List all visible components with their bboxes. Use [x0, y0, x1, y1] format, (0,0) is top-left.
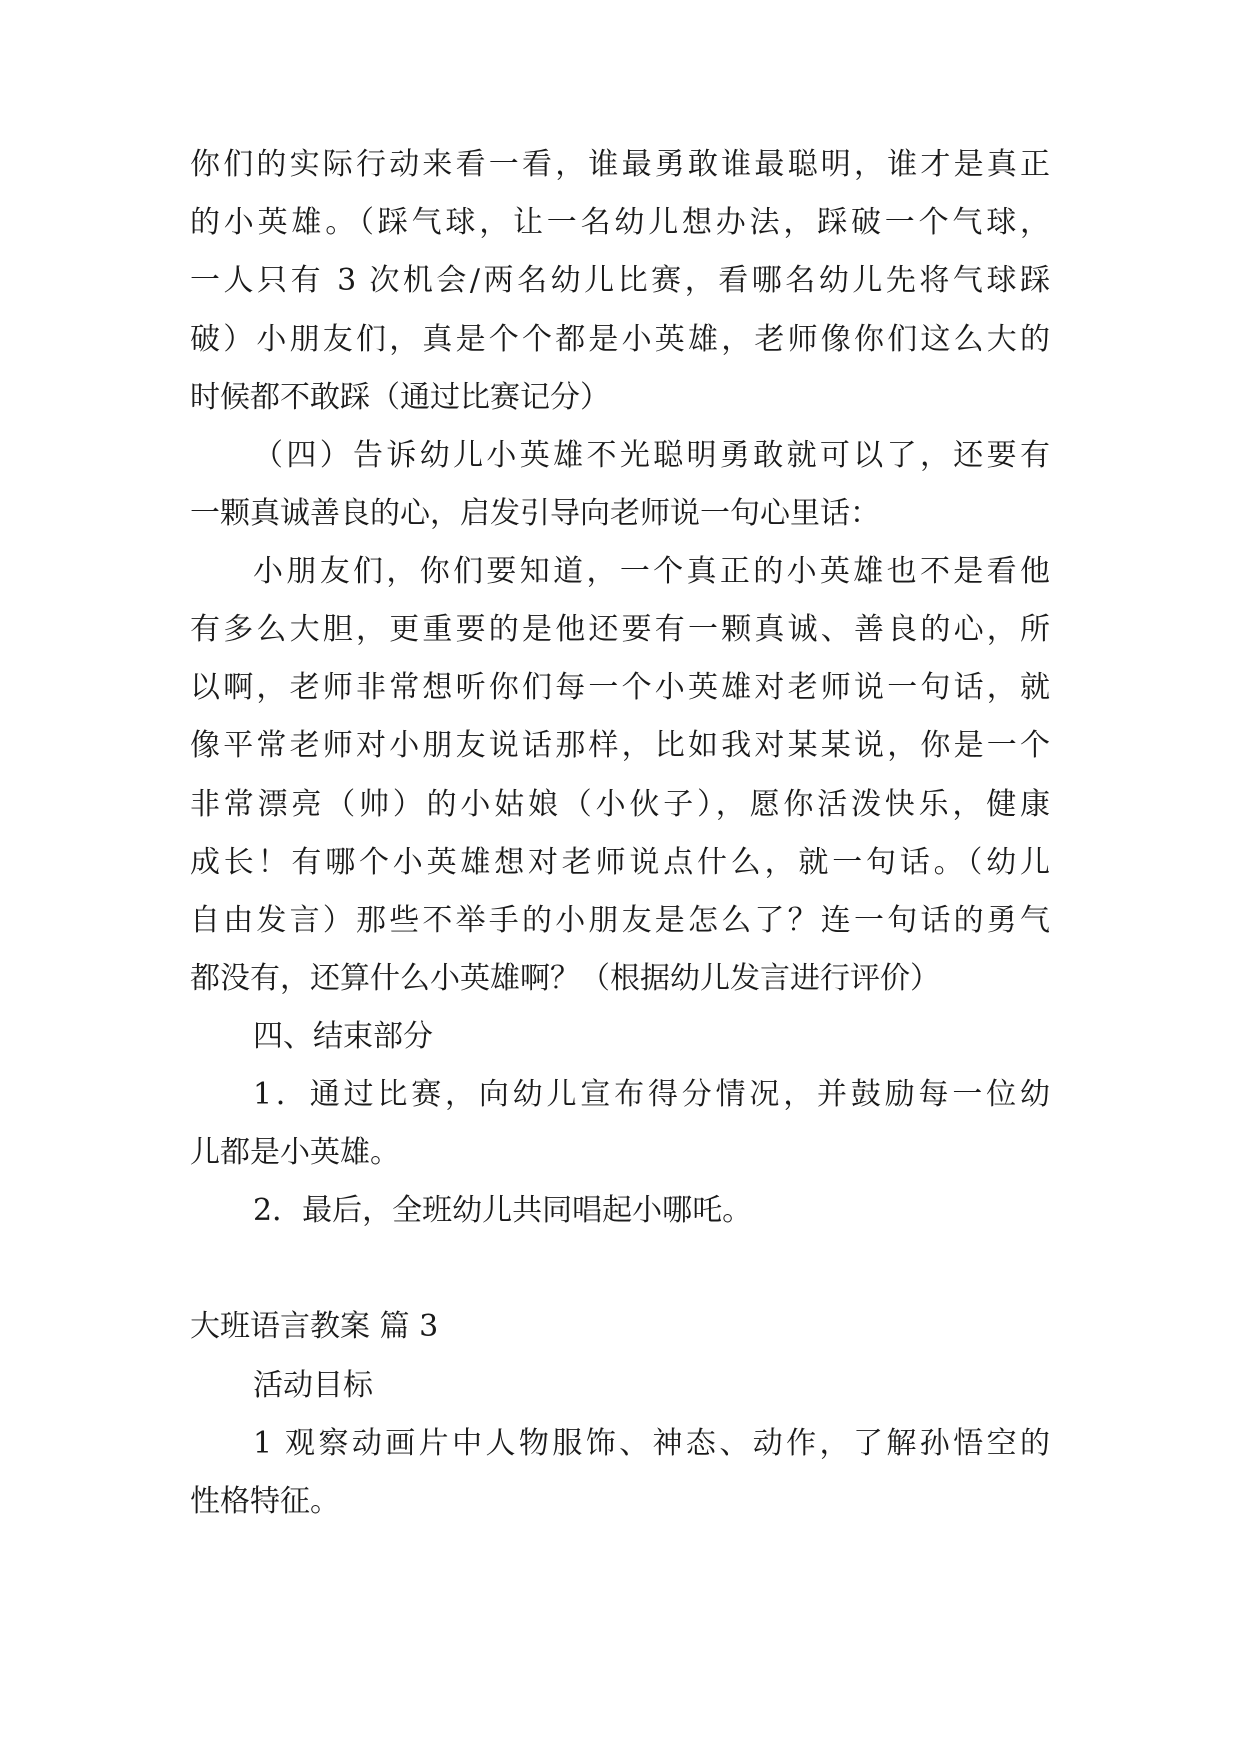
- text-line: 1 观察动画片中人物服饰、神态、动作，了解孙悟空的: [253, 1426, 1050, 1461]
- lesson-title: 大班语言教案 篇 3: [190, 1309, 439, 1344]
- text-line: 你们的实际行动来看一看，谁最勇敢谁最聪明，谁才是真正: [190, 147, 1050, 182]
- text-line: 以啊，老师非常想听你们每一个小英雄对老师说一句话，就: [190, 670, 1050, 705]
- text-line: 小朋友们，你们要知道，一个真正的小英雄也不是看他: [253, 554, 1050, 589]
- section-heading: 四、结束部分: [253, 1019, 433, 1054]
- text-line: 儿都是小英雄。: [190, 1135, 400, 1170]
- text-line: 性格特征。: [190, 1484, 340, 1519]
- text-line: 像平常老师对小朋友说话那样，比如我对某某说，你是一个: [190, 728, 1050, 763]
- text-line: 非常漂亮（帅）的小姑娘（小伙子），愿你活泼快乐，健康: [190, 787, 1050, 822]
- text-line: 的小英雄。（踩气球，让一名幼儿想办法，踩破一个气球，: [190, 205, 1050, 240]
- text-line: 成长！有哪个小英雄想对老师说点什么，就一句话。（幼儿: [190, 845, 1050, 880]
- text-line: 有多么大胆，更重要的是他还要有一颗真诚、善良的心，所: [190, 612, 1050, 647]
- text-line: 一人只有 3 次机会/两名幼儿比赛，看哪名幼儿先将气球踩: [190, 263, 1050, 298]
- text-line: （四）告诉幼儿小英雄不光聪明勇敢就可以了，还要有: [253, 438, 1050, 473]
- text-line: 时候都不敢踩（通过比赛记分）: [190, 380, 610, 415]
- text-line: 自由发言）那些不举手的小朋友是怎么了？连一句话的勇气: [190, 903, 1050, 938]
- text-line: 2．最后，全班幼儿共同唱起小哪吒。: [253, 1193, 753, 1228]
- text-line: 一颗真诚善良的心，启发引导向老师说一句心里话：: [190, 496, 880, 531]
- text-line: 破）小朋友们，真是个个都是小英雄，老师像你们这么大的: [190, 322, 1050, 357]
- text-line: 1．通过比赛，向幼儿宣布得分情况，并鼓励每一位幼: [253, 1077, 1050, 1112]
- text-line: 都没有，还算什么小英雄啊？（根据幼儿发言进行评价）: [190, 961, 940, 996]
- section-heading: 活动目标: [253, 1368, 373, 1403]
